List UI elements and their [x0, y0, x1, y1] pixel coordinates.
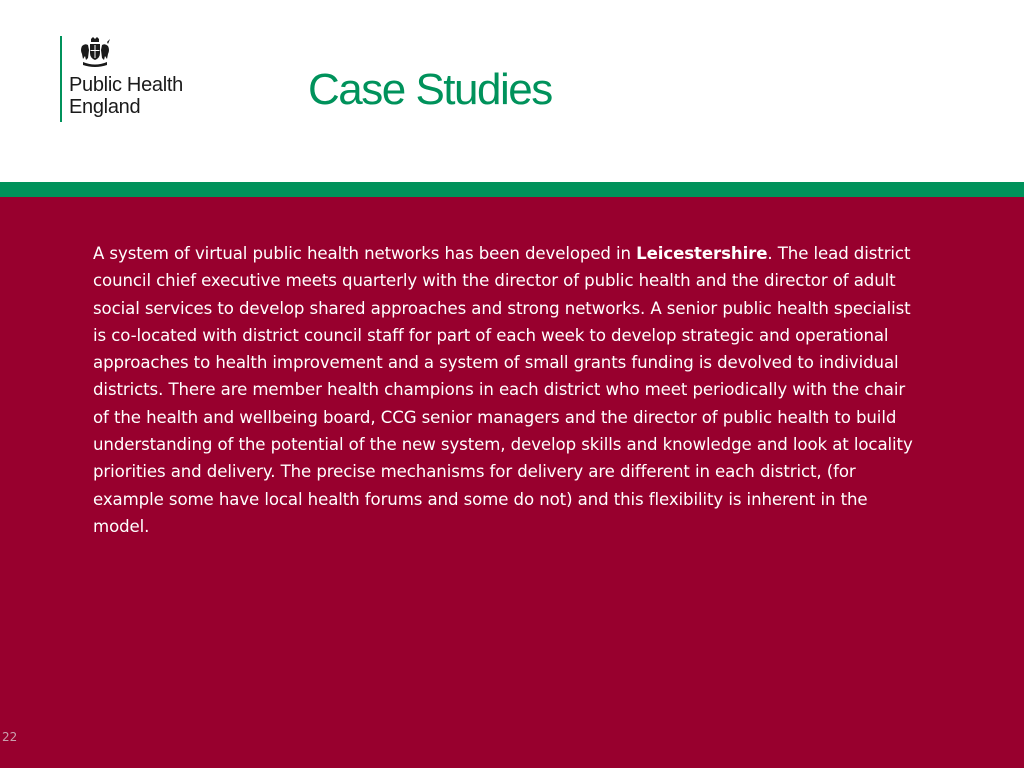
- paragraph-text-rest: . The lead district council chief executive meets quarterly with the director of public health and the director of adult social services to develop shared approaches and strong networks. A senior public health specialist is co-located with district council staff for part of each week to develop strategic and operational approaches to health improvement and a system of small grants funding is devolved to individual districts. There are member health champions in each district who meet periodically with the chair of the health and wellbeing board, CCG senior managers and the director of public health to build understanding of the potential of the new system, develop skills and knowledge and look at locality priorities and delivery. The precise mechanisms for delivery are different in each district, (for example some have local health forums and some do not) and this flexibility is inherent in the model.: [93, 244, 913, 536]
- paragraph-bold-place: Leicestershire: [636, 244, 768, 263]
- slide-title: Case Studies: [308, 65, 552, 114]
- phe-logo: [60, 36, 220, 126]
- green-divider-band: [0, 182, 1024, 197]
- logo-line-2: England: [69, 96, 141, 118]
- paragraph-text-start: A system of virtual public health networks has been developed in: [93, 244, 637, 263]
- logo-line-1: Public Health: [69, 74, 183, 96]
- logo-divider: [60, 36, 62, 122]
- slide-header: [0, 0, 1024, 182]
- page-number: 22: [2, 730, 18, 744]
- case-study-paragraph: [93, 240, 913, 540]
- royal-coat-of-arms-icon: [78, 36, 112, 70]
- logo-wordmark: [69, 74, 183, 118]
